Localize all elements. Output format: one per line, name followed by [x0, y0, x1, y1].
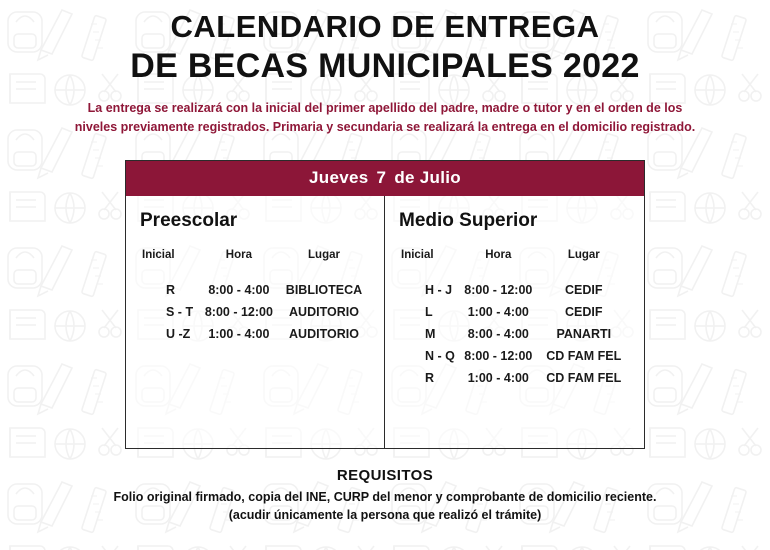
calendar-date-header	[126, 161, 644, 196]
subtitle	[24, 99, 746, 138]
date-prefix: Jueves	[309, 167, 369, 187]
column-title-preescolar: Preescolar	[140, 209, 238, 231]
date-day: 7	[376, 167, 387, 187]
table-row	[399, 323, 630, 345]
title-line-2: DE BECAS MUNICIPALES 2022	[130, 46, 640, 85]
subtitle-line-1: La entrega se realizará con la inicial del primer apellido del padre, madre o tutor y en el orden de los	[87, 100, 683, 115]
schedule-table-medio-superior	[399, 248, 630, 389]
cell-lugar: CEDIF	[565, 282, 603, 297]
cell-lugar: PANARTI	[556, 326, 612, 341]
cell-lugar: AUDITORIO	[289, 326, 359, 341]
cell-inicial: M	[425, 326, 436, 341]
table-row	[399, 345, 630, 367]
requirements-line-2: (acudir únicamente la persona que realizó el trámite)	[228, 507, 542, 522]
cell-inicial: S - T	[166, 304, 194, 319]
title-line-1: CALENDARIO DE ENTREGA	[170, 9, 600, 44]
table-header-row	[399, 248, 630, 279]
column-medio-superior	[385, 196, 644, 448]
cell-hora: 8:00 - 12:00	[464, 348, 533, 363]
schedule-table-preescolar	[140, 248, 370, 345]
table-header-row	[140, 248, 370, 279]
requirements-title: REQUISITOS	[336, 466, 434, 484]
cell-hora: 8:00 - 4:00	[467, 326, 529, 341]
cell-hora: 8:00 - 4:00	[208, 282, 270, 297]
header-lugar: Lugar	[308, 248, 340, 261]
calendar-table	[125, 160, 645, 449]
table-row	[399, 301, 630, 323]
cell-inicial: R	[166, 282, 176, 297]
cell-lugar: CEDIF	[565, 304, 603, 319]
header-hora: Hora	[485, 248, 512, 261]
header-lugar: Lugar	[567, 248, 600, 261]
table-row	[140, 323, 370, 345]
cell-hora: 8:00 - 12:00	[204, 304, 273, 319]
table-row	[140, 279, 370, 301]
date-suffix: de Julio	[394, 167, 461, 187]
calendar-body	[126, 196, 644, 448]
table-row	[399, 279, 630, 301]
cell-hora: 8:00 - 12:00	[464, 282, 533, 297]
cell-inicial: U -Z	[166, 326, 191, 341]
cell-inicial: R	[425, 370, 435, 385]
cell-hora: 1:00 - 4:00	[208, 326, 270, 341]
subtitle-line-2: niveles previamente registrados. Primaria y secundaria se realizará la entrega en el domicilio registrado.	[74, 120, 696, 135]
cell-hora: 1:00 - 4:00	[467, 304, 529, 319]
column-title-medio-superior: Medio Superior	[399, 209, 538, 231]
table-row	[140, 301, 370, 323]
cell-lugar: CD FAM FEL	[546, 348, 622, 363]
cell-inicial: H - J	[425, 282, 453, 297]
column-preescolar	[126, 196, 385, 448]
header-hora: Hora	[225, 248, 252, 261]
cell-inicial: L	[425, 304, 433, 319]
cell-lugar: AUDITORIO	[289, 304, 359, 319]
requirements-line-1: Folio original firmado, copia del INE, CURP del menor y comprobante de domicilio reciente.	[113, 489, 657, 504]
requirements-section	[0, 467, 770, 522]
header-inicial: Inicial	[142, 248, 175, 261]
cell-hora: 1:00 - 4:00	[467, 370, 529, 385]
cell-lugar: CD FAM FEL	[546, 370, 622, 385]
table-row	[399, 367, 630, 389]
page-title	[0, 0, 770, 85]
header-inicial: Inicial	[401, 248, 434, 261]
cell-inicial: N - Q	[425, 348, 455, 363]
cell-lugar: BIBLIOTECA	[285, 282, 363, 297]
